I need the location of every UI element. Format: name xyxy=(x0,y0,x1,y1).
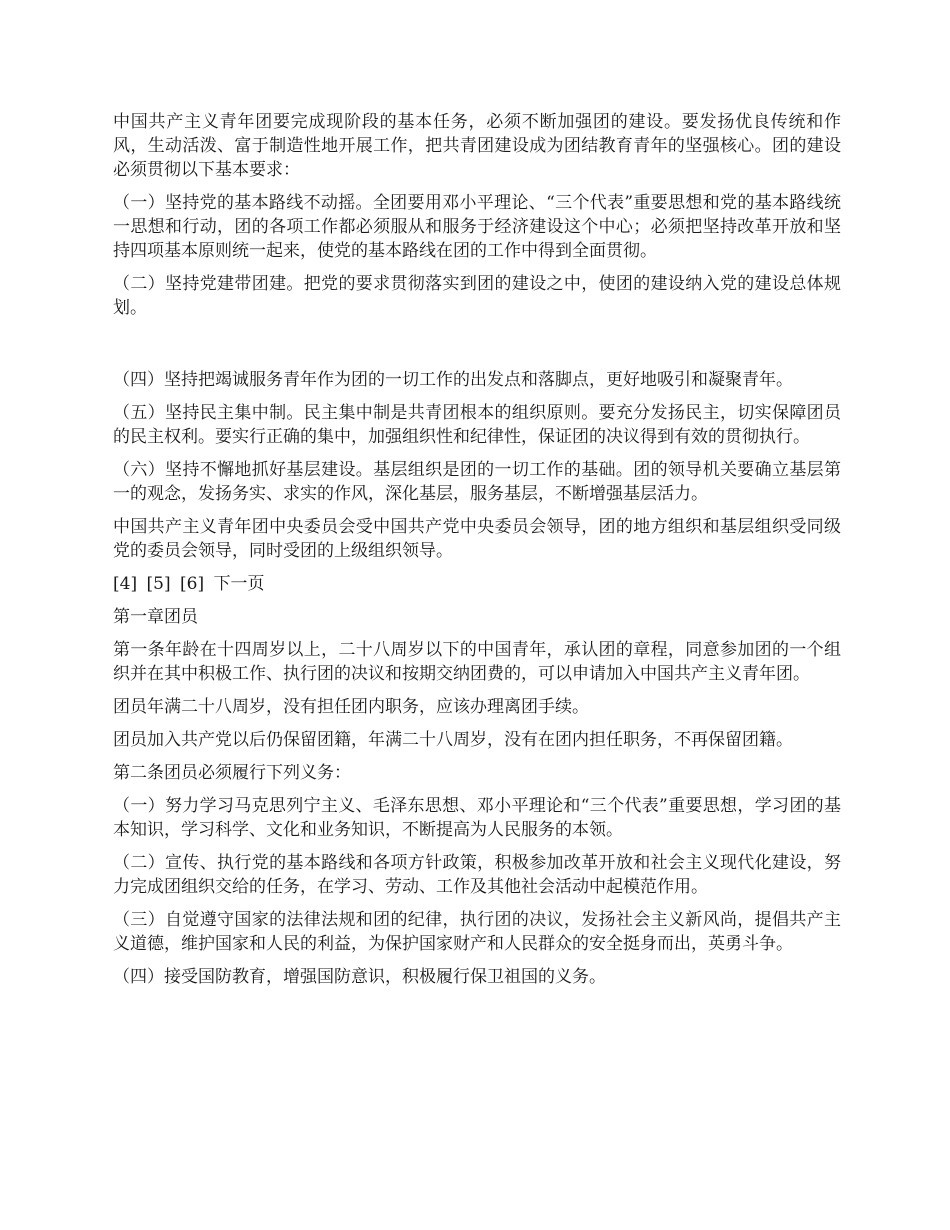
page-link-6[interactable]: [6] xyxy=(180,574,205,594)
paragraph-requirement-2: （二）坚持党建带团建。把党的要求贯彻落实到团的建设之中，使团的建设纳入党的建设总体规划。 xyxy=(113,274,841,318)
pagination xyxy=(113,572,841,596)
paragraph-requirement-1: （一）坚持党的基本路线不动摇。全团要用邓小平理论、“三个代表”重要思想和党的基本路线统一思想和行动，团的各项工作都必须服从和服务于经济建设这个中心；必须把坚持改革开放和坚持四项基本原则统一起来，使党的基本路线在团的工作中得到全面贯彻。 xyxy=(113,193,841,261)
next-page-link[interactable]: 下一页 xyxy=(213,574,265,594)
paragraph-party-member: 团员加入共产党以后仍保留团籍，年满二十八周岁，没有在团内担任职务，不再保留团籍。 xyxy=(113,730,793,750)
chapter-title: 第一章团员 xyxy=(113,607,198,627)
paragraph-requirement-4: （四）坚持把竭诚服务青年作为团的一切工作的出发点和落脚点，更好地吸引和凝聚青年。 xyxy=(113,370,793,390)
duty-3: （三）自觉遵守国家的法律法规和团的纪律，执行团的决议，发扬社会主义新风尚，提倡共产主义道德，维护国家和人民的利益，为保护国家财产和人民群众的安全挺身而出，英勇斗争。 xyxy=(113,910,841,954)
duty-1: （一）努力学习马克思列宁主义、毛泽东思想、邓小平理论和“三个代表”重要思想，学习团的基本知识，学习科学、文化和业务知识，不断提高为人民服务的本领。 xyxy=(113,796,841,840)
duty-2: （二）宣传、执行党的基本路线和各项方针政策，积极参加改革开放和社会主义现代化建设，努力完成团组织交给的任务，在学习、劳动、工作及其他社会活动中起模范作用。 xyxy=(113,853,841,897)
paragraph-requirement-6: （六）坚持不懈地抓好基层建设。基层组织是团的一切工作的基础。团的领导机关要确立基层第一的观念，发扬务实、求实的作风，深化基层，服务基层，不断增强基层活力。 xyxy=(113,460,841,504)
article-2: 第二条团员必须履行下列义务： xyxy=(113,763,351,783)
blank-gap xyxy=(113,329,841,368)
paragraph-intro: 中国共产主义青年团要完成现阶段的基本任务，必须不断加强团的建设。要发扬优良传统和作风，生动活泼、富于制造性地开展工作，把共青团建设成为团结教育青年的坚强核心。团的建设必须贯彻以下基本要求： xyxy=(113,112,841,180)
paragraph-leadership: 中国共产主义青年团中央委员会受中国共产党中央委员会领导，团的地方组织和基层组织受同级党的委员会领导，同时受团的上级组织领导。 xyxy=(113,517,841,561)
paragraph-age-limit: 团员年满二十八周岁，没有担任团内职务，应该办理离团手续。 xyxy=(113,697,589,717)
article-1: 第一条年龄在十四周岁以上，二十八周岁以下的中国青年，承认团的章程，同意参加团的一个组织并在其中积极工作、执行团的决议和按期交纳团费的，可以申请加入中国共产主义青年团。 xyxy=(113,640,841,684)
duty-4: （四）接受国防教育，增强国防意识，积极履行保卫祖国的义务。 xyxy=(113,967,606,987)
paragraph-requirement-5: （五）坚持民主集中制。民主集中制是共青团根本的组织原则。要充分发扬民主，切实保障团员的民主权利。要实行正确的集中，加强组织性和纪律性，保证团的决议得到有效的贯彻执行。 xyxy=(113,403,841,447)
page-link-5[interactable]: [5] xyxy=(146,574,171,594)
document-body xyxy=(113,110,841,998)
page-link-4[interactable]: [4] xyxy=(113,574,138,594)
